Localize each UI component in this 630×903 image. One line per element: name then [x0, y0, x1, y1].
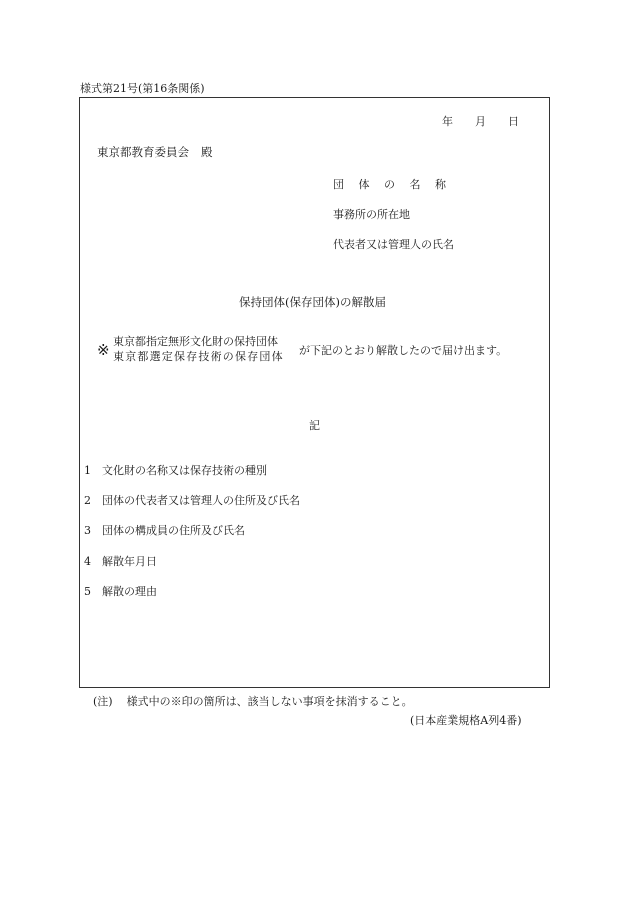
- list-item: [84, 522, 245, 538]
- office-location-label: 事務所の所在地: [333, 208, 410, 221]
- document-title: 保持団体(保存団体)の解散届: [239, 295, 386, 309]
- list-item: [84, 553, 157, 569]
- item-label: 解散の理由: [102, 585, 157, 598]
- item-label: 文化財の名称又は保存技術の種別: [102, 464, 267, 477]
- form-frame: [79, 97, 550, 688]
- item-number: 1: [84, 464, 91, 477]
- statement-option-2: 東京都選定保存技術の保存団体: [113, 350, 284, 363]
- group-name-label: 団 体 の 名 称: [333, 178, 452, 191]
- statement-option-1: 東京都指定無形文化財の保持団体: [113, 335, 278, 348]
- paper-standard: (日本産業規格A列4番): [410, 714, 522, 727]
- addressee-name: 東京都教育委員会: [97, 145, 189, 159]
- statement-text: が下記のとおり解散したので届け出ます。: [299, 344, 508, 357]
- item-label: 団体の代表者又は管理人の住所及び氏名: [102, 494, 300, 507]
- item-number: 3: [84, 524, 91, 537]
- date-year-label: 年: [442, 115, 453, 128]
- form-number: 様式第21号(第16条関係): [80, 82, 205, 95]
- list-item: [84, 583, 157, 599]
- item-number: 2: [84, 494, 91, 507]
- footnote-label: (注): [93, 695, 113, 708]
- date-day-label: 日: [508, 115, 519, 128]
- representative-label: 代表者又は管理人の氏名: [333, 238, 454, 251]
- ki-heading: 記: [309, 419, 320, 432]
- statement-options: [113, 334, 284, 364]
- item-number: 4: [84, 555, 91, 568]
- list-item: [84, 462, 267, 478]
- date-month-label: 月: [475, 115, 486, 128]
- item-number: 5: [84, 585, 91, 598]
- item-label: 解散年月日: [102, 555, 157, 568]
- asterisk-mark: ※: [97, 341, 110, 359]
- item-label: 団体の構成員の住所及び氏名: [102, 524, 245, 537]
- addressee: [97, 144, 213, 160]
- list-item: [84, 492, 300, 508]
- footnote-text: 様式中の※印の箇所は、該当しない事項を抹消すること。: [126, 695, 413, 708]
- date-line: [442, 113, 519, 129]
- footnote: [93, 693, 413, 709]
- addressee-honorific: 殿: [201, 145, 213, 159]
